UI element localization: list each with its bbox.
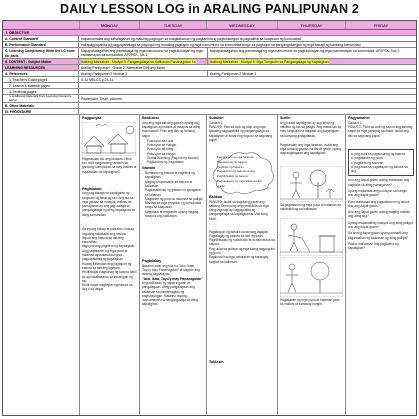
monday-heading: Pagganyak — [82, 116, 102, 120]
list-item: Global Warming (Pag-init ng Mundo) — [147, 155, 199, 160]
list-item: Upang makaiwas ang polusyon sa hangin, ano ang dapat gawin? — [348, 189, 408, 198]
wednesday-column — [206, 115, 277, 415]
tuesday-intro: Ano ang mga tamang gawain upang ang kapaligiran ay malinis at maayos sa ating komunidad? Piliin ang titik ng tamang sagot. — [142, 120, 201, 138]
list-item: Paano maiiwasan ang pagkasira ng kapaligiran? — [348, 241, 399, 251]
list-item: Pagsusunog ng basura — [217, 159, 247, 164]
day-friday: FRIDAY — [345, 21, 416, 29]
list-item: Magdasal at magtanim upang maging maayos ang kalikasan. — [145, 209, 199, 218]
choices-box — [348, 149, 414, 176]
list-item: Paghihiwalay ng basura — [217, 174, 248, 179]
list-item: Makiisa sa mga proyekto ng komunidad tungo sa kaayusan. — [145, 201, 202, 210]
thursday-heading: Suriin — [280, 116, 291, 120]
choice-item: c. paglilinis ng bakuran — [351, 160, 384, 165]
tuesday-text-3: Basahin natin ang tula na "Ako, Ikaw, Tayo'y may Pananagutan" at sagutin ang tanong pagkatapos. — [142, 263, 200, 277]
cloud-list — [217, 155, 269, 189]
objective-label: I. OBJECTIVE — [6, 31, 30, 35]
list-item: Magtanim ng puno at halaman sa paligid. — [145, 196, 204, 201]
tuesday-heading-2: Gawain — [142, 166, 156, 171]
list-item: Paghihiwalay ng nabubulok at di-nabubulok na basura. — [209, 238, 275, 247]
cleaning-image — [280, 218, 343, 256]
friday-list — [348, 178, 414, 378]
wednesday-list — [209, 230, 275, 360]
day-thursday: THURSDAY — [277, 21, 345, 29]
day-tuesday: TUESDAY — [139, 21, 206, 29]
monday-text-2: Ang pag-aalaga sa kapaligiran ay tungkulin ng lahat ng tao. Ang isa sa mga paraan sa maayos, malinis na pamayanan ay ang pag-aalaga at pangangalaga ng ating kapaligiran sa ating komunidad. — [82, 191, 135, 217]
choice-item: b. pagtatanim ng puno — [351, 156, 383, 161]
list-item: Pagsasabuhay ng gawain na ginagawa sa tahanan. — [145, 188, 201, 197]
monday-column — [79, 115, 139, 415]
day-header-blank — [3, 21, 79, 29]
other-label: B. Other Materials — [3, 103, 79, 108]
activity-cloud — [209, 148, 275, 194]
list-item: Huwag kalimutan ang pagtapon ng basura sa tamang lagayan. — [82, 261, 132, 270]
performance-standard-text: nakapagpapakita ng pagpapahalaga sa pagtugon ng matuling pagtugon ng mga namumuno sa komunidad tungo sa pagtugon sa pangangailangan ng mga kasapi ng kanilang komunidad — [81, 43, 361, 47]
tuesday-heading-3: Pagtalakay — [142, 259, 162, 264]
list-item: Pag-uulat sa pulisya ng mga taong nagpuputol ng puno. — [209, 246, 275, 256]
clean-community-image — [82, 122, 136, 156]
list-item: Hindi dapat magtapon ng basura sa ilog o sa dagat. — [82, 283, 133, 292]
thursday-text-3: Sa pagtatanim ng mga puno at halaman ay nakatutulong sa kalikasan. — [280, 202, 341, 211]
performance-standard-label: B. Performance Standard — [3, 42, 79, 47]
ref-right: Araling Panlipunan 2 Module 4 — [207, 71, 416, 76]
tuesday-heading-4: "Ako, Ikaw, Tayo'y may Pananagutan" — [142, 276, 203, 281]
add-label: 4. Additional Materials from Learning Resource portal — [3, 95, 79, 102]
list-item: Pagsunod sa mga patakaran ng barangay tungkol sa kalinisan. — [209, 255, 269, 264]
list-item: Pagtatanim ng mga halaman — [217, 154, 254, 159]
wednesday-text-2: PANUTO: Isulat sa sagutang papel ang salitang Tama kung ang ipinakikita sa mga pangungusap ay nagpapakita ng pangangalaga sa kapaligiran at Mali kung hindi. — [209, 199, 269, 221]
tuesday-list — [142, 139, 204, 165]
list-item: Paglalagay ng basura sa tabi ng daan. — [209, 233, 264, 238]
list-item: Maging responsable sa basura at kalikasan. — [145, 179, 193, 188]
add-row — [3, 95, 416, 103]
list-item: Pagtatapon ng basura sa tamang lagayan. — [209, 229, 270, 234]
list-item: Pokusyon sa tubig — [147, 147, 174, 152]
list-item: Sa inyong bahay at paaralan, huwag hayaang nakakalat ang basura. — [82, 227, 134, 236]
ref-left: Araling Panlipunan 2 Module 3 — [81, 72, 128, 76]
wednesday-gawain: Gawain 1 — [209, 120, 223, 125]
list-item: Itapon ang basura sa tamang basurahan. — [82, 235, 124, 245]
procedure-blank — [79, 109, 416, 114]
content-left: Ikatlong Markahan - Modyul 3: Pangangalaga sa Kalikasan,Pananagutan Ko — [81, 60, 196, 64]
list-item: Pokusyon sa Hangin — [147, 142, 177, 147]
wednesday-heading-2: Balikan — [209, 194, 223, 199]
list-item: Para maiwasan ang pagkakaroon ng lamok ano ang dapat gawin? — [348, 199, 410, 208]
monday-list — [82, 227, 137, 403]
wednesday-heading: Subukin — [209, 116, 224, 120]
friday-intro: PANUTO: Piliin sa loob ng kahon ang tamang sagot sa mga pahayag sa ibaba. Isulat ang titik sa sagutang papel. — [348, 124, 413, 138]
list-item: Pagsasaayos ng mga kalat sa silid-aralan — [217, 178, 263, 188]
thursday-text-2: Pagmasdan ang mga larawan. Isulat ang mga tamang gawain na dapat gawin upang mapangalagaan ang kapaligiran. — [280, 142, 341, 156]
list-item: Bumabuo ng basura at naglilinis ng kapaligiran. — [145, 171, 195, 180]
procedure-columns — [79, 115, 416, 415]
list-item: Pagkaubos ng Kagubatan — [147, 160, 184, 165]
lc-left: Napapahalagahan ang pamamaga ng mga namumuno sa pagtutulungan ng mga mamamayan sa komunidad. AP2PSK- IVa-1 — [81, 49, 203, 58]
tuesday-heading: Balik-aral — [142, 116, 159, 120]
tb-label: 3. Textbook pages — [3, 89, 79, 94]
content-standard-label: A. Content Standard — [3, 36, 79, 41]
content-right: Ikatlong Markahan - Modyul 4: Mga Tungkulin sa Pangangalaga ng Kapaligiran — [207, 59, 416, 64]
tuesday-list-2 — [142, 171, 204, 259]
monday-heading-2: Paglalahad — [82, 186, 102, 191]
wednesday-heading-3: Tuklasin — [209, 359, 224, 364]
wednesday-intro: PANUTO: Pilin sa loob ng ulap ang mga gawaing nagpapakita ng pangangalaga sa kapaligiran at isulat ang mga ito sa sagutang papel. — [209, 124, 273, 142]
list-item: Itaguyod ang paglilinis ng kapaligiran. — [82, 244, 136, 249]
day-header — [3, 21, 416, 30]
lc-right: Napapahalagahan ang pamamaga ng mga namumuno sa pagtutulungan ng mga mamamayan sa komunidad. AP2PSK- IVa-1 — [207, 48, 416, 58]
planting-image — [280, 166, 343, 202]
choice-item: a. pag-iwas sa pagsusunog ng basura — [351, 151, 405, 156]
learning-competency-label: C. Learning Competency Write the LC code for each. — [3, 48, 79, 58]
friday-gawain: Gawain 2 — [348, 120, 362, 125]
list-item: Pokusyon sa Lupa — [147, 138, 174, 143]
resources-text: Araling Panlipunan - Grade 2, Alternative Delivery Mode — [79, 65, 416, 70]
thursday-column — [277, 115, 345, 415]
thursday-text-4: Pagtatanim ng mga puno at halaman para sa malinis at sariwang hangin. — [280, 297, 340, 306]
list-item: Ano ang dapat gawin upang maiwasan ang pagbaha sa ating pamayanan? — [348, 178, 410, 187]
other-value — [79, 103, 416, 108]
tg-label: 1. Teacher's Guide pages — [3, 77, 79, 82]
lm-value — [79, 83, 416, 88]
list-item: Paglilinis ng bakuran — [217, 164, 244, 169]
learning-competency-row — [3, 48, 416, 59]
content-standard-text: naipamamalas ang kahalagahan ng matuling pagtugon sa nuagkakaroon ng pagkaniniong pagtutulongan at pagkakisa sa kaayusan ng komunidad. — [81, 37, 302, 41]
day-monday: MONDAY — [79, 21, 139, 29]
garden-image — [280, 257, 343, 297]
tb-value — [79, 89, 416, 94]
resources-label: LEARNING RESOURCES — [3, 65, 79, 70]
thursday-intro: Ang bawat kapaligiran ay ang lahat ng nakikita ng tao sa paligid. Ang bawat tao ay may tungkulin na alagaan ang kapaligiran na kanyang ginagalawan. — [280, 120, 342, 138]
tuesday-column — [139, 115, 206, 415]
friday-heading: Pagyamanin — [348, 116, 370, 120]
choice-item: d. pag-iwas sa pagtatapon ng basura sa ilog — [351, 164, 408, 174]
list-item: Ano ang dapat gawin upang maging malinis ang ating ilog? — [348, 210, 410, 219]
list-item: Hindi dapat magsunog ng basura dahil ito ay nakakasama sa kalusugan ng tao. — [82, 270, 137, 283]
tuesday-text-4: Ang kalikasan ay dapat ingatan at pangalagaan. Ating pangalagaan ang kalikasan sa pamamagitan ng pagtutulungan. Matalino tayong mamamayan na nangangalaga sa ating kapaligiran. — [142, 280, 198, 307]
day-wednesday: WEDNESDAY — [206, 21, 277, 29]
lesson-log-table — [2, 20, 417, 416]
procedure-label: III. PROCEDURE — [3, 109, 79, 114]
list-item: Ang pagtatanim ng mga puno at halaman ay nakatutulong sa pagpapalamig ng kapaligiran. — [82, 248, 128, 262]
references-label: A. References — [3, 71, 79, 76]
list-item: Pokusyon sa hangin — [147, 151, 176, 156]
list-item: Sa anong dapat gawin upang manatili ang kagandahan ng kalikasan ng ating paligid? — [348, 231, 409, 240]
add-value: Powerpoint, Chart, pictures — [81, 97, 122, 101]
friday-column — [345, 115, 416, 415]
page-title: DAILY LESSON LOG in ARALING PANLIPUNAN 2 — [60, 2, 359, 17]
content-label: II. CONTENT - Subject Matter — [3, 59, 79, 64]
list-item: Upang mapanatiling maayos ang ating paligid, ano ang dapat gawin? — [348, 220, 414, 230]
list-item: Pagtatapon ng basura sa ilog — [217, 169, 255, 174]
monday-intro: Pagmasdan mo ang larawan. Hindi ba't mas magandang tanawin sa ganitong komunidad na may malinis at maaliwalas na kapaligiran? — [82, 156, 137, 174]
lm-label: 2. Learner's Material pages — [3, 83, 79, 88]
tg-value: K-12 MELCS p.25-31 — [81, 78, 114, 82]
